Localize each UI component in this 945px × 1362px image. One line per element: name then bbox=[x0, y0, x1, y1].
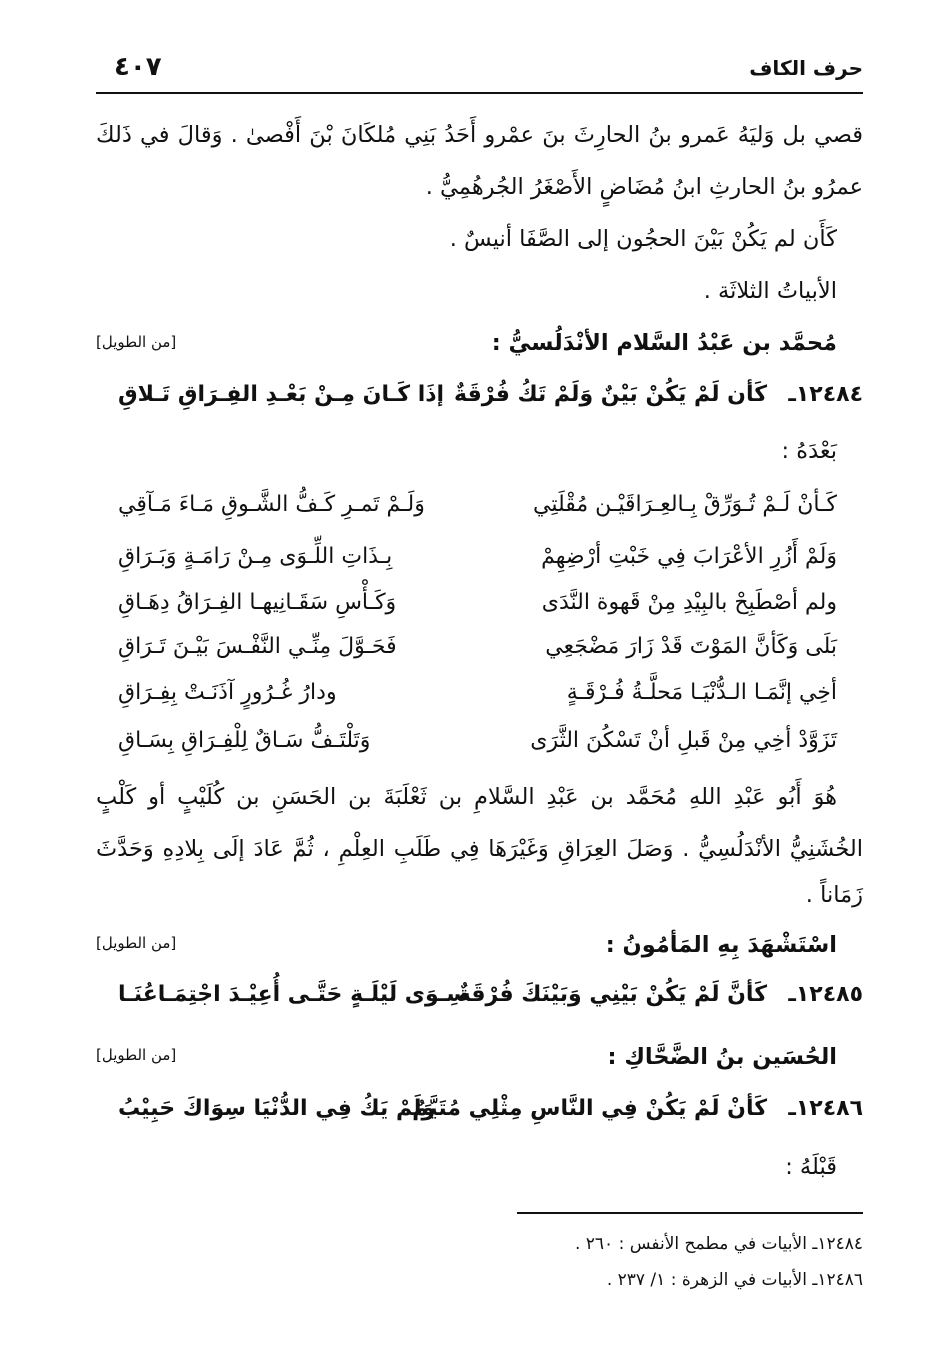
intro-note: الأبياتُ الثلاثَة . bbox=[703, 278, 837, 304]
hemistich-second: وَتَلْتَـفُّ سَـاقٌ لِلْفِـرَاقِ بِسَـاقِ bbox=[118, 728, 371, 753]
verse-line bbox=[96, 724, 863, 764]
verse-number: ١٢٤٨٤ـ bbox=[788, 382, 863, 407]
verse-line bbox=[96, 586, 863, 626]
poet-12486: الحُسَين بنُ الضَّحَّاكِ : bbox=[607, 1044, 837, 1070]
page-header bbox=[96, 52, 863, 92]
hemistich-second: ودارُ غُـرُورٍ آذَنَـتْ بِفِـرَاقِ bbox=[118, 680, 337, 705]
hemistich-first: كَـأنْ لَـمْ تُـوَرِّقْ بِـالعِـرَاقَيْـن مُقْلَتِي bbox=[533, 492, 837, 517]
poet-12485: اسْتَشْهَدَ بِهِ المَأمُونُ : bbox=[605, 932, 837, 958]
verse-number: ١٢٤٨٥ـ bbox=[788, 982, 863, 1007]
hemistich-first: كَأنْ لَمْ يَكُنْ فِي النَّاسِ مِثْلِي مُتَيَّمٌ bbox=[412, 1096, 767, 1121]
verse-12484 bbox=[96, 378, 863, 418]
hemistich-first: بَلَى وَكَأنَّ المَوْتَ قَدْ زَارَ مَضْجَعِي bbox=[545, 634, 837, 659]
verse-line bbox=[96, 630, 863, 670]
bio-line-3: زَمَاناً . bbox=[805, 882, 863, 908]
hemistich-first: كَأنَّ لَمْ يَكُنْ بَيْنِي وَبَيْنَكَ فُرْقَةٌ bbox=[457, 982, 767, 1007]
section-title: حرف الكاف bbox=[749, 56, 863, 80]
verse-number: ١٢٤٨٦ـ bbox=[788, 1096, 863, 1121]
hemistich-first: ولم أصْطَبِحْ بالبِيْدِ مِنْ قَهوة النَّدَى bbox=[541, 590, 837, 615]
bio-line-2: الخُشَنِيُّ الأنْدَلُسِيُّ . وَصَلَ العِرَاقِ وَغَيْرَهَا فِي طَلَبِ العِلْمِ ، ثُمَّ عَادَ إلَى بِلادِهِ وَحَدَّثَ bbox=[96, 836, 863, 862]
footnote-12484: ١٢٤٨٤ـ الأبيات في مطمح الأنفس : ٢٦٠ . bbox=[574, 1234, 863, 1254]
meter-12485: [من الطويل] bbox=[96, 934, 177, 952]
hemistich-first: أخِي إنَّمَـا الـدُّنْيَـا مَحلَّـةُ فُـرْقَـةٍ bbox=[566, 680, 837, 705]
hemistich-first: تَزَوَّدْ أخِي مِنْ قَبلِ أنْ تَسْكُنَ الثَّرَى bbox=[530, 728, 837, 753]
before-label: قَبْلَهُ : bbox=[785, 1154, 837, 1180]
footnote-12486: ١٢٤٨٦ـ الأبيات في الزهرة : ١/ ٢٣٧ . bbox=[606, 1270, 863, 1290]
meter-12486: [من الطويل] bbox=[96, 1046, 177, 1064]
verse-12485 bbox=[96, 978, 863, 1018]
verse-line bbox=[96, 540, 863, 580]
bio-line-1: هُوَ أَبُو عَبْدِ اللهِ مُحَمَّد بن عَبْدِ السَّلامِ بن ثَعْلَبَةَ بن الحَسَنِ بن كُلَيْبٍ أو كَلْبٍ bbox=[96, 784, 837, 810]
hemistich-second: وَكَـأْسِ سَقَـانِيهـا الفِـرَاقُ دِهَـاقِ bbox=[118, 590, 397, 615]
meter-12484: [من الطويل] bbox=[96, 333, 177, 351]
verse-12486 bbox=[96, 1092, 863, 1132]
verse-line bbox=[96, 488, 863, 528]
page-number: ٤٠٧ bbox=[114, 52, 162, 82]
hemistich-second: فَحَـوَّلَ مِنِّـي النَّفْـسَ بَيْـنَ تَـرَاقِ bbox=[118, 634, 397, 659]
after-label: بَعْدَهُ : bbox=[781, 438, 837, 464]
header-rule bbox=[96, 92, 863, 94]
intro-line-2: عمرُو بنُ الحارثِ ابنُ مُضَاضٍ الأَصْغَرُ الجُرهُمِيُّ . bbox=[425, 174, 863, 200]
poet-12484: مُحمَّد بن عَبْدُ السَّلام الأنْدَلُسيُّ : bbox=[491, 330, 837, 356]
verse-line bbox=[96, 676, 863, 716]
hemistich-first: كَأن لَمْ يَكُنْ بَيْنٌ وَلَمْ تَكُ فُرْقَةٌ bbox=[454, 382, 767, 407]
intro-line-1: قصي بل وَليَهُ عَمرو بنُ الحارِثَ بنَ عمْرو أَحَدُ بَنِي مُلكَانَ بْنَ أَفْصىٰ . وَقالَ في ذَلكَ bbox=[96, 122, 863, 148]
hemistich-second: وَلَـمْ تَمـرِ كَـفُّ الشَّـوقِ مَـاءَ مَـآقِي bbox=[118, 492, 425, 517]
hemistich-second: إذَا كَـانَ مِـنْ بَعْـدِ الفِـرَاقِ تَـلاقِ bbox=[118, 382, 445, 407]
hemistich-first: وَلَمْ أَزُرِ الأعْرَابَ فِي خَبْتِ أرْضِهِمْ bbox=[541, 544, 837, 569]
footnote-rule bbox=[517, 1212, 863, 1214]
hemistich-second: بِـذَاتِ اللِّـوَى مِـنْ رَامَـةٍ وَبَـرَاقِ bbox=[118, 544, 393, 569]
hemistich-second: سِـوَى لَيْلَـةٍ حَتَّـى أُعِيْـدَ اجْتِمَـاعُنَـا bbox=[118, 982, 468, 1007]
intro-quote: كَأَن لم يَكُنْ بَيْنَ الحجُون إلى الصَّفَا أنيسٌ . bbox=[449, 226, 837, 252]
hemistich-second: وَلَمْ يَكُ فِي الدُّنْيَا سِوَاكَ حَبِيْبُ bbox=[118, 1096, 436, 1121]
